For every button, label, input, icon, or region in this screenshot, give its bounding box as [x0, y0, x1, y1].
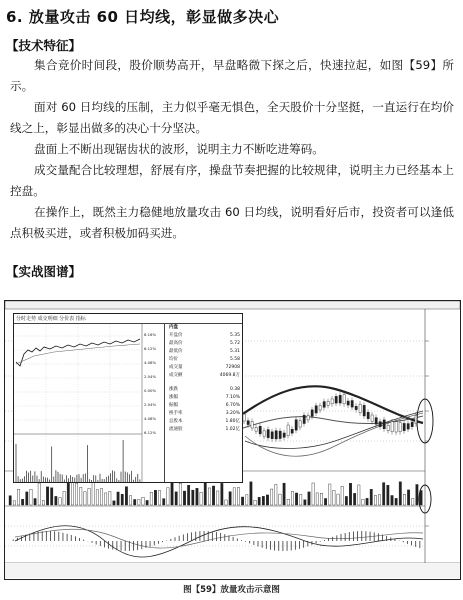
pct-label: 8.16%	[144, 332, 157, 337]
volume-bar	[416, 484, 418, 505]
indicator-line-1	[15, 526, 423, 557]
candle-body	[359, 404, 361, 412]
volume-bar	[337, 494, 339, 505]
info-row	[165, 426, 243, 434]
info-row	[165, 372, 243, 380]
info-row	[165, 332, 243, 340]
volume-bar	[221, 483, 223, 505]
info-row	[165, 410, 243, 418]
volume-bar	[254, 500, 256, 505]
volume-bar	[17, 489, 19, 505]
volume-bar	[217, 491, 219, 505]
info-row	[165, 418, 243, 426]
info-row	[165, 340, 243, 348]
volume-bar	[412, 499, 414, 505]
candle-body	[379, 422, 381, 427]
info-value: 72908	[225, 365, 240, 370]
candle-body	[371, 415, 373, 422]
pct-label: 2.04%	[144, 402, 157, 407]
volume-bar	[80, 487, 82, 505]
volume-bar	[345, 496, 347, 505]
volume-bar	[113, 501, 115, 505]
info-value: 5.58	[229, 357, 240, 362]
info-label: 最高价	[169, 341, 183, 346]
candle-body	[299, 421, 301, 427]
volume-bar	[208, 488, 210, 505]
volume-bar	[407, 490, 409, 505]
volume-bar	[13, 501, 15, 505]
volume-bar	[134, 499, 136, 505]
practice-label: 【实战图谱】	[6, 264, 82, 279]
volume-bar	[30, 489, 32, 505]
volume-bar	[125, 487, 127, 505]
volume-bar	[291, 491, 293, 505]
candle-body	[283, 433, 285, 437]
info-label: 换手率	[169, 411, 183, 416]
candle-body	[383, 420, 385, 429]
volume-bar	[395, 498, 397, 505]
info-label: 均价	[169, 357, 178, 362]
candle-body	[339, 395, 341, 403]
volume-bar	[142, 497, 144, 505]
volume-bar	[163, 499, 165, 505]
candle-body	[407, 424, 409, 430]
candle-body	[251, 421, 253, 428]
volume-bar	[100, 489, 102, 505]
candle-body	[331, 399, 333, 404]
volume-bar	[270, 489, 272, 505]
volume-bar	[55, 496, 57, 505]
paragraph-3: 盘面上不断出现锯齿状的波形，说明主力不断吃进筹码。	[34, 142, 324, 156]
volume-bar	[250, 482, 252, 505]
volume-bar	[138, 499, 140, 505]
volume-bar	[158, 490, 160, 505]
volume-bar	[383, 483, 385, 505]
volume-bar	[358, 485, 360, 505]
volume-bar	[378, 495, 380, 505]
info-value: 0.38	[229, 387, 240, 392]
volume-bar	[295, 493, 297, 505]
volume-bar	[121, 494, 123, 505]
candle-body	[263, 431, 265, 436]
info-label: 涨幅	[169, 395, 178, 400]
volume-bar	[241, 497, 243, 505]
volume-bar	[287, 499, 289, 505]
stock-chart-figure	[4, 300, 461, 580]
volume-bar	[349, 483, 351, 505]
volume-bar	[237, 487, 239, 505]
candle-body	[403, 423, 405, 430]
candle-body	[243, 414, 245, 421]
info-row	[165, 364, 243, 372]
candle-body	[399, 423, 401, 432]
candle-body	[367, 412, 369, 419]
volume-bar	[387, 485, 389, 505]
info-label: 涨跌	[169, 387, 178, 392]
candle-body	[267, 430, 269, 438]
candle-body	[335, 396, 337, 403]
volume-bar	[179, 483, 181, 505]
paragraph-5: 在操作上，既然主力稳健地放量攻击 60 日均线，说明看好后市，投资者可以逢低点积极买进，或者积极加码买进。	[10, 205, 454, 240]
intraday-inset	[13, 313, 243, 483]
info-value: 3.20%	[225, 411, 240, 416]
candle-body	[327, 402, 329, 406]
volume-bar	[333, 490, 335, 505]
volume-bar	[212, 486, 214, 505]
volume-bar	[175, 492, 177, 505]
info-row	[165, 402, 243, 410]
volume-bar	[316, 493, 318, 505]
ma60-line	[240, 386, 423, 423]
volume-bar	[154, 490, 156, 505]
info-value: 5.72	[229, 341, 240, 346]
volume-bar	[283, 483, 285, 505]
volume-bar	[146, 500, 148, 505]
volume-bar	[275, 484, 277, 505]
info-value: 1.02亿	[225, 427, 240, 432]
volume-bar	[279, 494, 281, 505]
body-text	[10, 55, 454, 244]
volume-bar	[204, 482, 206, 505]
candle-body	[351, 400, 353, 407]
candle-body	[363, 405, 365, 416]
volume-bar	[229, 492, 231, 505]
candle-body	[343, 395, 345, 404]
info-label: 成交量	[169, 365, 183, 370]
volume-bar	[353, 493, 355, 505]
volume-bar	[341, 486, 343, 505]
info-label: 总股本	[169, 419, 183, 424]
volume-bar	[329, 484, 331, 505]
info-label: 流通股	[169, 427, 183, 432]
candle-body	[271, 432, 273, 439]
volume-bar	[187, 485, 189, 505]
volume-bar	[233, 488, 235, 505]
candle-body	[247, 421, 249, 425]
info-label: 最低价	[169, 349, 183, 354]
volume-bar	[196, 488, 198, 505]
volume-bar	[117, 492, 119, 505]
info-value: 5.31	[229, 349, 240, 354]
volume-bar	[51, 488, 53, 505]
candle-body	[411, 422, 413, 427]
candle-body	[295, 420, 297, 431]
section-heading: 6. 放量攻击 60 日均线，彰显做多决心	[6, 8, 280, 26]
volume-bar	[88, 488, 90, 505]
info-value: 4069.8万	[219, 373, 240, 378]
candle-body	[375, 418, 377, 425]
volume-bar	[171, 483, 173, 505]
info-label: 开盘价	[169, 333, 183, 338]
candle-body	[259, 426, 261, 434]
info-label: 振幅	[169, 403, 178, 408]
volume-bar	[167, 488, 169, 505]
pct-label: 4.08%	[144, 416, 157, 421]
volume-bar	[67, 482, 69, 505]
volume-bar	[200, 492, 202, 505]
info-row	[165, 386, 243, 394]
info-value: 1.80亿	[225, 419, 240, 424]
volume-bar	[129, 496, 131, 505]
volume-bar	[320, 493, 322, 505]
info-row	[165, 348, 243, 356]
volume-bar	[63, 491, 65, 505]
intraday-chart	[14, 324, 164, 482]
volume-bar	[374, 495, 376, 505]
volume-bar	[75, 483, 77, 505]
info-value: 5.35	[229, 333, 240, 338]
volume-bar	[183, 491, 185, 505]
pct-label: 4.08%	[144, 360, 157, 365]
paragraph-1: 集合竞价时间段，股价顺势高开，早盘略微下探之后，快速拉起，如图【59】所示。	[10, 58, 454, 93]
pct-label: 2.04%	[144, 374, 157, 379]
indicator-histogram	[9, 531, 420, 551]
candle-body	[395, 422, 397, 432]
paragraph-4: 成交量配合比较理想，舒展有序，操盘节奏把握的比较规律，说明主力已经基本上控盘。	[10, 163, 454, 198]
candle-body	[355, 406, 357, 409]
volume-bar	[266, 495, 268, 505]
info-label: 成交额	[169, 373, 183, 378]
volume-bar	[312, 483, 314, 505]
volume-bar	[26, 492, 28, 505]
volume-bar	[9, 496, 11, 505]
pct-label: 6.12%	[144, 430, 157, 435]
volume-bar	[246, 495, 248, 505]
candle-body	[319, 406, 321, 410]
volume-bar	[46, 487, 48, 505]
volume-bar	[370, 489, 372, 505]
volume-bar	[308, 492, 310, 505]
paragraph-2: 面对 60 日均线的压制，主力似乎毫无惧色，全天股价十分坚挺，一直运行在均价线之上，彰显出做多的决心十分坚决。	[10, 100, 454, 135]
volume-bar	[366, 498, 368, 505]
features-label: 【技术特征】	[6, 38, 82, 53]
volume-bar	[324, 498, 326, 505]
volume-bar	[304, 500, 306, 505]
volume-bar	[258, 497, 260, 505]
quote-info-panel	[164, 324, 243, 482]
candle-body	[287, 425, 289, 436]
pct-label: 6.12%	[144, 346, 157, 351]
info-value: 7.10%	[225, 395, 240, 400]
volume-bar	[38, 483, 40, 505]
volume-bar	[225, 500, 227, 505]
volume-bar	[84, 492, 86, 505]
volume-bar	[21, 499, 23, 505]
candle-body	[275, 431, 277, 439]
candle-body	[279, 431, 281, 438]
candle-body	[315, 406, 317, 413]
volume-bar	[399, 482, 401, 505]
volume-bar	[403, 494, 405, 505]
candle-body	[291, 429, 293, 433]
info-header: 内盘	[169, 325, 178, 330]
candle-body	[347, 401, 349, 405]
volume-bar	[362, 499, 364, 505]
candle-body	[391, 422, 393, 432]
info-row	[165, 394, 243, 402]
intraday-volume	[16, 440, 140, 482]
volume-bar	[42, 501, 44, 505]
volume-bar	[34, 498, 36, 505]
candle-body	[303, 415, 305, 423]
inset-tabs: 分时走势 成交明细 分价表 指标	[14, 314, 242, 324]
volume-bar	[300, 494, 302, 505]
volume-bar	[150, 492, 152, 505]
info-value: 6.70%	[225, 403, 240, 408]
candle-body	[311, 410, 313, 417]
volume-bar	[104, 493, 106, 505]
volume-bar	[262, 496, 264, 505]
info-row	[165, 356, 243, 364]
volume-bar	[59, 498, 61, 505]
volume-bar	[192, 490, 194, 505]
volume-bar	[109, 491, 111, 505]
candle-body	[323, 402, 325, 408]
pct-label: 0.00%	[144, 388, 157, 393]
pct-axis	[144, 328, 164, 440]
candle-body	[255, 428, 257, 432]
volume-bar	[96, 490, 98, 505]
figure-caption: 图【59】放量攻击示意图	[183, 585, 280, 595]
candle-body	[307, 416, 309, 420]
volume-bar	[420, 490, 422, 505]
candle-body	[387, 425, 389, 430]
volume-bar	[391, 495, 393, 505]
